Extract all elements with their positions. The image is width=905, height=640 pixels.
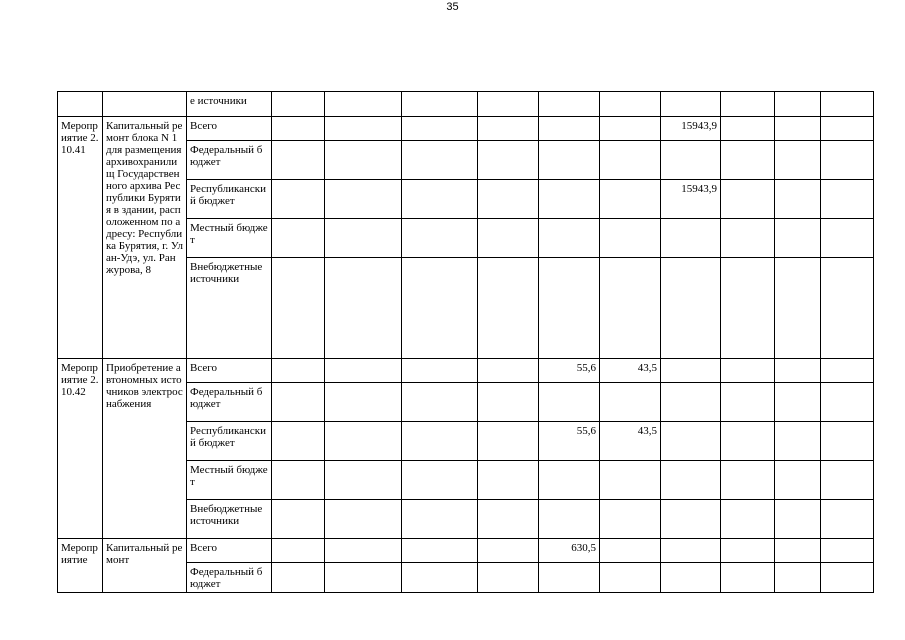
value-cell	[402, 383, 478, 422]
value-cell	[402, 219, 478, 258]
value-cell	[272, 422, 325, 461]
value-cell	[402, 461, 478, 500]
value-cell	[821, 258, 874, 359]
value-cell: 55,6	[539, 359, 600, 383]
value-cell	[721, 422, 775, 461]
measure-name-cell: Капитальный ремонт блока N 1 для размещения архивохранилищ Государственного архива Республики Бурятия в здании, расположенном по адресу: Республика Бурятия, г. Улан-Удэ, ул. Ранжурова, 8	[103, 117, 187, 359]
value-cell	[272, 219, 325, 258]
measure-id-cell: Мероприятие 2.10.41	[58, 117, 103, 359]
value-cell	[600, 563, 661, 593]
value-cell	[402, 422, 478, 461]
source-cell: Федеральный бюджет	[187, 141, 272, 180]
source-cell: Федеральный бюджет	[187, 383, 272, 422]
value-cell	[821, 539, 874, 563]
value-cell	[600, 180, 661, 219]
table-row	[58, 92, 874, 117]
value-cell	[661, 563, 721, 593]
value-cell	[539, 383, 600, 422]
value-cell	[600, 92, 661, 117]
value-cell	[402, 141, 478, 180]
value-cell	[600, 117, 661, 141]
value-cell	[478, 539, 539, 563]
value-cell	[325, 141, 402, 180]
value-cell	[325, 258, 402, 359]
value-cell	[478, 180, 539, 219]
value-cell	[775, 422, 821, 461]
measure-id-cell: Мероприятие 2.10.42	[58, 359, 103, 539]
value-cell: 43,5	[600, 359, 661, 383]
value-cell: 15943,9	[661, 117, 721, 141]
page-number: 35	[446, 1, 459, 13]
value-cell	[600, 539, 661, 563]
value-cell	[600, 258, 661, 359]
value-cell	[821, 422, 874, 461]
value-cell	[775, 461, 821, 500]
source-cell: Всего	[187, 539, 272, 563]
value-cell	[325, 500, 402, 539]
value-cell	[539, 461, 600, 500]
value-cell	[821, 359, 874, 383]
budget-table	[57, 91, 874, 593]
value-cell	[272, 258, 325, 359]
value-cell	[721, 383, 775, 422]
value-cell	[661, 141, 721, 180]
value-cell	[325, 563, 402, 593]
value-cell	[478, 359, 539, 383]
value-cell	[478, 219, 539, 258]
value-cell	[600, 141, 661, 180]
value-cell	[721, 500, 775, 539]
value-cell	[402, 92, 478, 117]
value-cell	[272, 117, 325, 141]
value-cell	[661, 359, 721, 383]
source-cell: Всего	[187, 359, 272, 383]
value-cell	[821, 92, 874, 117]
value-cell	[661, 258, 721, 359]
table-row	[58, 117, 874, 141]
value-cell	[661, 422, 721, 461]
table-body	[58, 92, 874, 593]
source-cell: е источники	[187, 92, 272, 117]
table-row	[58, 359, 874, 383]
value-cell	[478, 117, 539, 141]
value-cell	[721, 117, 775, 141]
value-cell	[775, 563, 821, 593]
value-cell	[539, 180, 600, 219]
value-cell: 15943,9	[661, 180, 721, 219]
value-cell	[721, 219, 775, 258]
value-cell	[272, 359, 325, 383]
value-cell	[539, 500, 600, 539]
value-cell	[600, 383, 661, 422]
measure-name-cell: Капитальный ремонт	[103, 539, 187, 593]
value-cell	[775, 117, 821, 141]
value-cell	[272, 383, 325, 422]
value-cell	[721, 563, 775, 593]
value-cell	[600, 219, 661, 258]
value-cell	[661, 461, 721, 500]
value-cell	[272, 500, 325, 539]
value-cell	[721, 180, 775, 219]
source-cell: Республиканский бюджет	[187, 180, 272, 219]
value-cell	[775, 141, 821, 180]
value-cell	[721, 359, 775, 383]
value-cell	[272, 461, 325, 500]
value-cell	[661, 92, 721, 117]
value-cell	[775, 383, 821, 422]
value-cell	[539, 219, 600, 258]
value-cell	[272, 180, 325, 219]
value-cell	[478, 383, 539, 422]
value-cell	[821, 563, 874, 593]
value-cell	[721, 539, 775, 563]
value-cell	[478, 563, 539, 593]
value-cell	[478, 461, 539, 500]
value-cell	[661, 500, 721, 539]
value-cell	[402, 359, 478, 383]
value-cell	[775, 539, 821, 563]
value-cell	[661, 539, 721, 563]
source-cell: Местный бюджет	[187, 461, 272, 500]
value-cell	[325, 92, 402, 117]
value-cell	[600, 461, 661, 500]
value-cell: 43,5	[600, 422, 661, 461]
value-cell	[721, 92, 775, 117]
value-cell	[402, 117, 478, 141]
value-cell	[325, 383, 402, 422]
value-cell	[325, 422, 402, 461]
value-cell	[325, 219, 402, 258]
value-cell	[775, 219, 821, 258]
value-cell	[272, 141, 325, 180]
value-cell	[325, 359, 402, 383]
value-cell	[539, 141, 600, 180]
value-cell	[478, 258, 539, 359]
value-cell	[775, 180, 821, 219]
value-cell	[821, 500, 874, 539]
value-cell	[600, 500, 661, 539]
measure-id-cell: Мероприятие	[58, 539, 103, 593]
measure-id-cell	[58, 92, 103, 117]
value-cell	[775, 258, 821, 359]
measure-name-cell: Приобретение автономных источников электроснабжения	[103, 359, 187, 539]
table-row	[58, 539, 874, 563]
value-cell	[661, 383, 721, 422]
source-cell: Республиканский бюджет	[187, 422, 272, 461]
value-cell	[821, 180, 874, 219]
value-cell: 630,5	[539, 539, 600, 563]
value-cell	[775, 500, 821, 539]
value-cell	[272, 563, 325, 593]
value-cell	[821, 117, 874, 141]
value-cell	[402, 258, 478, 359]
value-cell	[721, 258, 775, 359]
value-cell	[539, 117, 600, 141]
value-cell	[325, 180, 402, 219]
value-cell	[478, 92, 539, 117]
value-cell	[325, 539, 402, 563]
source-cell: Всего	[187, 117, 272, 141]
value-cell	[821, 219, 874, 258]
value-cell	[721, 141, 775, 180]
value-cell	[478, 422, 539, 461]
value-cell	[661, 219, 721, 258]
value-cell	[539, 258, 600, 359]
source-cell: Местный бюджет	[187, 219, 272, 258]
value-cell	[821, 383, 874, 422]
value-cell	[402, 500, 478, 539]
value-cell	[478, 141, 539, 180]
source-cell: Внебюджетные источники	[187, 500, 272, 539]
value-cell	[775, 359, 821, 383]
value-cell	[721, 461, 775, 500]
source-cell: Федеральный бюджет	[187, 563, 272, 593]
value-cell	[325, 461, 402, 500]
value-cell	[272, 539, 325, 563]
value-cell	[325, 117, 402, 141]
value-cell	[402, 180, 478, 219]
value-cell	[821, 461, 874, 500]
value-cell	[539, 563, 600, 593]
value-cell	[272, 92, 325, 117]
value-cell	[402, 539, 478, 563]
value-cell	[402, 563, 478, 593]
value-cell	[775, 92, 821, 117]
value-cell	[821, 141, 874, 180]
source-cell: Внебюджетные источники	[187, 258, 272, 359]
value-cell: 55,6	[539, 422, 600, 461]
value-cell	[478, 500, 539, 539]
value-cell	[539, 92, 600, 117]
measure-name-cell	[103, 92, 187, 117]
